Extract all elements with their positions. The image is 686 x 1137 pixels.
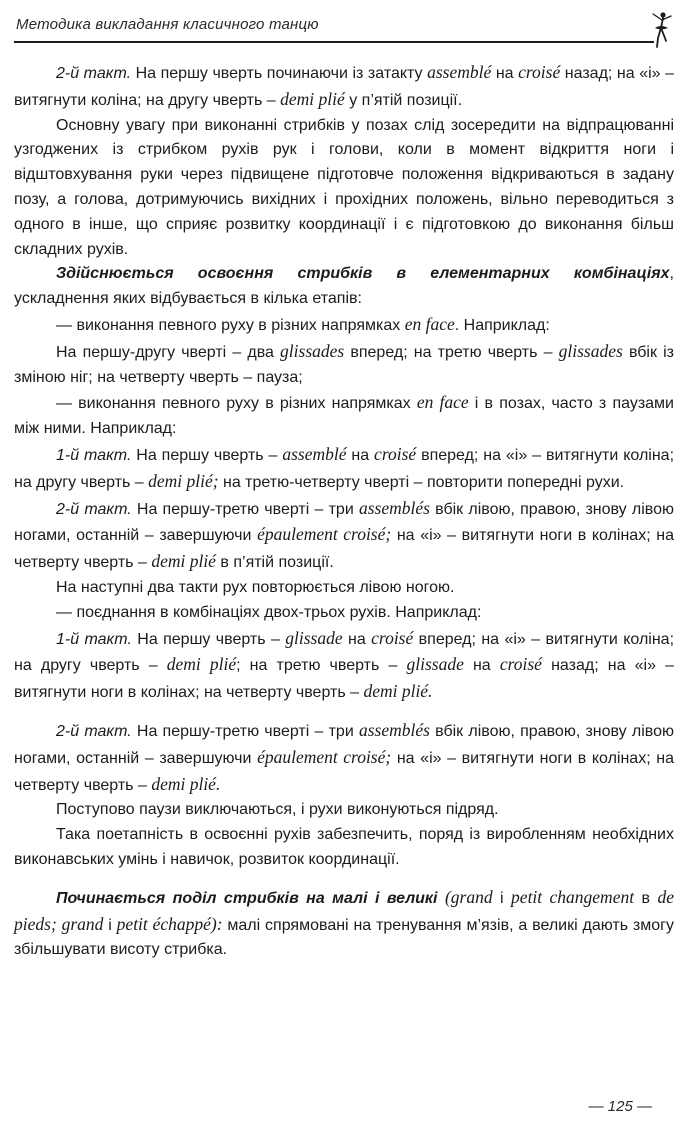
paragraph xyxy=(14,442,674,496)
paragraph xyxy=(14,114,674,263)
french-term: demi plié; xyxy=(148,470,219,491)
french-term: petit échappé): xyxy=(116,913,223,934)
text-run: назад; на «і» – витягнути ноги в колінах; на четверту чверть – xyxy=(14,657,674,702)
french-term: glissade xyxy=(285,627,343,648)
text-run: на xyxy=(342,630,372,648)
french-term: assemblés xyxy=(358,719,430,740)
paragraph xyxy=(14,798,674,823)
french-term: croisé xyxy=(518,62,561,82)
text-run: На першу чверть – xyxy=(131,630,286,648)
text-run: Основну увагу при виконанні стрибків у позах слід зосередити на відпрацюванні узгоджених із стрибком рухів рук і голови, коли в момент відкриття ноги і відштовхування руки через підвищене підготовче положення відкриваються в задану позу, а голова, дотримуючись вихідних і прохідних положень, вільно переводиться з одного в інше, що сприяє розвитку координації і є підготовкою до виконання більш складних рухів. xyxy=(14,116,674,258)
text-run: вбік із зміною ніг; на четверту чверть – пауза; xyxy=(14,343,674,386)
list-item xyxy=(14,312,674,339)
french-term: assemblés xyxy=(358,497,430,518)
french-term: croisé xyxy=(499,654,542,675)
french-term: assemblé xyxy=(427,62,492,82)
french-term: en face xyxy=(404,313,455,334)
text-run: На наступні два такти рух повторюється лівою ногою. xyxy=(56,578,455,596)
text-run: вперед; на «і» – витягнути коліна; на другу чверть – xyxy=(14,446,675,491)
text-run: на «і» – витягнути ноги в колінах; на четверту чверть – xyxy=(14,527,674,572)
text-run: назад; на «і» – витягнути коліна; на другу чверть – xyxy=(14,65,675,109)
header-rule xyxy=(14,41,654,43)
paragraph xyxy=(14,626,674,706)
text-run: На першу-третю чверті – три xyxy=(131,722,359,740)
french-term: assemblé xyxy=(282,443,347,464)
page-number: — 125 — xyxy=(588,1098,652,1115)
text-run: на «і» – витягнути ноги в колінах; на четверту чверть – xyxy=(14,749,674,794)
french-term: demi plié xyxy=(166,654,237,675)
text-run: На першу чверть починаючи із затакту xyxy=(131,65,428,82)
text-run: — виконання певного руху в різних напрямках xyxy=(56,395,417,413)
french-term: demi plié xyxy=(280,88,345,109)
text-run: вперед; на третю чверть – xyxy=(344,343,559,361)
french-term: petit changement xyxy=(511,886,635,907)
paragraph xyxy=(14,339,674,391)
french-term: (grand xyxy=(444,886,493,907)
text-run: і xyxy=(103,916,117,934)
paragraph xyxy=(14,60,674,114)
french-term: en face xyxy=(416,392,469,413)
list-item xyxy=(14,601,674,626)
text-run: малі спрямовані на тренування м’язів, а великі дають змогу збільшувати висоту стрибка. xyxy=(14,916,675,959)
text-run: у п’ятій позиції. xyxy=(344,91,463,109)
bold-italic-run: Здійснюється освоєння стрибків в елементарних комбінаціях xyxy=(56,265,670,283)
paragraph xyxy=(14,885,674,963)
text-run: — виконання певного руху в різних напрямках xyxy=(56,316,405,334)
ballerina-icon xyxy=(644,8,674,48)
french-term: épaulement croisé; xyxy=(257,524,392,545)
french-term: glissade xyxy=(406,654,464,675)
french-term: demi plié. xyxy=(151,773,221,794)
list-item xyxy=(14,390,674,442)
text-run: і в позах, часто з паузами між ними. Наприклад: xyxy=(14,395,674,438)
paragraph xyxy=(14,823,674,873)
text-run: Така поетапність в освоєнні рухів забезпечить, поряд із виробленням необхідних виконавських умінь і навичок, розвиток координації. xyxy=(14,826,674,868)
french-term: demi plié. xyxy=(363,681,433,702)
french-term: croisé xyxy=(371,627,414,648)
page-body xyxy=(14,60,674,963)
text-run: На першу-другу чверті – два xyxy=(56,343,281,361)
text-run: на третю-четверту чверті – повторити попередні рухи. xyxy=(218,473,625,491)
text-run: — поєднання в комбінаціях двох-трьох рухів. Наприклад: xyxy=(56,603,482,621)
text-run: в xyxy=(634,889,658,907)
text-run: Поступово паузи виключаються, і рухи виконуються підряд. xyxy=(56,801,499,819)
french-term: épaulement croisé; xyxy=(257,746,392,767)
bold-italic-run: Починається поділ стрибків на малі і великі xyxy=(56,889,438,907)
italic-run: 1-й такт. xyxy=(56,630,132,648)
paragraph xyxy=(14,576,674,601)
french-term: glissades xyxy=(558,340,623,361)
page-header xyxy=(14,8,674,42)
paragraph xyxy=(14,718,674,798)
text-run: на xyxy=(463,657,500,675)
text-run: вперед; на «і» – витягнути коліна; на другу чверть – xyxy=(14,630,675,675)
text-run xyxy=(438,890,445,907)
french-term: croisé xyxy=(374,443,417,464)
paragraph xyxy=(14,496,674,576)
text-run: на xyxy=(491,65,519,82)
french-term: demi plié xyxy=(151,551,216,572)
text-run: . Наприклад: xyxy=(454,316,550,334)
french-term: glissades xyxy=(280,340,345,361)
italic-run: 2-й такт. xyxy=(56,500,132,518)
text-run: На першу чверть – xyxy=(131,446,283,464)
italic-run: 2-й такт. xyxy=(56,65,132,82)
paragraph xyxy=(14,262,674,312)
text-run: вбік лівою, правою, знову лівою ногами, останній – завершуючи xyxy=(14,722,674,767)
text-run: на xyxy=(346,446,375,464)
text-run: вбік лівою, правою, знову лівою ногами, останній – завершуючи xyxy=(14,500,674,545)
text-run: , ускладнення яких відбувається в кілька етапів: xyxy=(14,265,674,308)
text-run: На першу-третю чверті – три xyxy=(131,500,359,518)
italic-run: 1-й такт. xyxy=(56,446,132,464)
text-run: і xyxy=(492,889,512,907)
french-term: de pieds; grand xyxy=(14,886,675,934)
text-run: в п’ятій позиції. xyxy=(215,554,334,572)
text-run: ; на третю чверть – xyxy=(236,657,407,675)
italic-run: 2-й такт. xyxy=(56,722,132,740)
running-header-title: Методика викладання класичного танцю xyxy=(16,16,319,33)
